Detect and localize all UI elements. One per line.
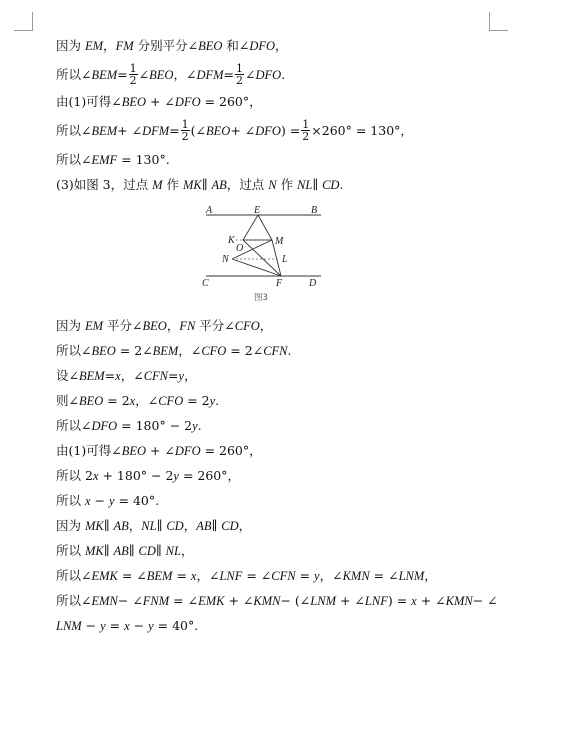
text: 分别平分∠ [133, 38, 199, 53]
math-var: CFN [271, 569, 296, 583]
math-var: M [152, 178, 163, 192]
text: = [104, 368, 116, 383]
solution-line [56, 343, 291, 359]
text: ∥ [103, 543, 114, 558]
text: = ∠ [242, 568, 272, 583]
math-var: NL [165, 544, 181, 558]
text: = 40°. [153, 618, 199, 633]
label-k: K [228, 235, 235, 246]
text: 所以 [56, 543, 85, 558]
solution-line [56, 368, 197, 384]
math-var: BEM [91, 124, 118, 138]
fraction [181, 119, 190, 142]
math-var: LNF [219, 569, 243, 583]
math-var: x [190, 569, 197, 583]
math-var: DFM [142, 124, 170, 138]
text: + ∠ [146, 94, 175, 109]
math-var: DFO [255, 68, 282, 82]
text: + ∠ [146, 443, 175, 458]
math-var: y [148, 619, 154, 633]
math-var: FM [115, 39, 134, 53]
math-var: x [115, 369, 121, 383]
math-var: FN [179, 319, 196, 333]
text: = [169, 123, 180, 138]
fraction-denominator: 2 [181, 130, 189, 143]
math-var: EMK [198, 594, 225, 608]
text: ， [424, 568, 437, 583]
text: = [105, 618, 125, 633]
text: ∥ [156, 518, 167, 533]
solution-line [56, 177, 343, 193]
text: ∥ [201, 177, 212, 192]
math-var: y [100, 619, 106, 633]
text: − ∠ [117, 593, 143, 608]
text: − ∠ [472, 593, 498, 608]
math-var: DFO [255, 124, 281, 138]
text: ×260° = 130°， [311, 123, 413, 138]
solution-line [56, 38, 288, 54]
text: 平分∠ [103, 318, 143, 333]
math-var: x [124, 619, 130, 633]
solution-line [56, 152, 170, 168]
math-var: x [129, 394, 136, 408]
text: = ∠ [369, 568, 399, 583]
text: + ∠ [336, 593, 365, 608]
math-var: CD [221, 519, 239, 533]
math-var: KMN [342, 569, 370, 583]
text: ) = [280, 123, 301, 138]
text: ∠ [138, 67, 150, 82]
label-l: L [282, 254, 288, 265]
math-var: LNM [398, 569, 425, 583]
solution-line [56, 318, 272, 334]
text: = [172, 568, 191, 583]
math-var: FNM [142, 594, 170, 608]
text: ， [128, 518, 142, 533]
fraction [235, 63, 244, 86]
math-var: NL [297, 178, 313, 192]
segment-em [258, 215, 272, 240]
text: = 260°， [200, 443, 262, 458]
solution-line [56, 120, 413, 143]
text: . [287, 343, 292, 358]
segment-eo [243, 215, 258, 240]
fraction [129, 63, 138, 86]
math-var: LNM [56, 619, 82, 633]
text: 和∠ [222, 38, 250, 53]
math-var: EMN [91, 594, 118, 608]
text: 平分∠ [195, 318, 235, 333]
text: + ∠ [416, 593, 446, 608]
math-var: N [268, 178, 277, 192]
label-o: O [236, 243, 244, 254]
math-var: CD [138, 544, 156, 558]
math-var: BEO [121, 444, 146, 458]
text: ，∠ [135, 393, 159, 408]
text: = 40°. [114, 493, 160, 508]
text: ， [259, 318, 273, 333]
math-var: KMN [253, 594, 281, 608]
text: . [339, 177, 344, 192]
text: ，过点 [226, 177, 269, 192]
math-var: MK [182, 178, 202, 192]
math-var: BEO [198, 39, 223, 53]
text: 由(1)可得∠ [56, 443, 122, 458]
math-var: DFO [174, 95, 201, 109]
math-var: y [209, 394, 216, 408]
solution-line [56, 393, 219, 409]
math-var: y [173, 469, 179, 483]
text: = [295, 568, 315, 583]
text: ) = [387, 593, 412, 608]
label-d: D [309, 278, 317, 289]
label-e: E [254, 205, 261, 216]
figure-caption: 图3 [254, 293, 268, 302]
figure-3-geometry-diagram [196, 202, 326, 302]
text: = ∠ [117, 568, 147, 583]
fraction [301, 119, 310, 142]
text: = 260°， [200, 94, 262, 109]
text: . [215, 393, 220, 408]
math-var: DFM [196, 68, 224, 82]
solution-line [56, 568, 437, 584]
solution-line [56, 493, 159, 509]
label-c: C [202, 278, 209, 289]
fraction-numerator: 1 [236, 62, 243, 75]
text: 所以∠ [56, 418, 92, 433]
page-corner-mark-top-left [14, 12, 33, 31]
math-var: EM [84, 319, 104, 333]
text: ∥ [103, 518, 114, 533]
text: = ∠ [169, 593, 199, 608]
text: ， [275, 38, 288, 53]
text: = [168, 368, 179, 383]
math-var: MK [84, 519, 104, 533]
text: 作 [162, 177, 183, 192]
text: + 180° − 2 [98, 468, 174, 483]
text: ，∠ [120, 368, 144, 383]
label-m: M [275, 236, 284, 247]
text: 所以∠ [56, 67, 92, 82]
math-var: x [411, 594, 417, 608]
text: ∠ [245, 67, 256, 82]
math-var: DFO [174, 444, 201, 458]
math-var: y [314, 569, 320, 583]
math-var: x [84, 494, 91, 508]
math-var: EMK [91, 569, 118, 583]
text: 所以∠ [56, 343, 92, 358]
text: 由(1)可得∠ [56, 94, 122, 109]
text: − (∠ [280, 593, 311, 608]
math-var: BEO [121, 95, 146, 109]
text: ∥ [128, 543, 139, 558]
text: 因为 [56, 38, 85, 53]
text: (3)如图 3，过点 [56, 177, 153, 192]
math-var: BEM [78, 369, 105, 383]
math-var: AB [113, 519, 129, 533]
page-corner-mark-top-right [489, 12, 508, 31]
math-var: BEM [146, 569, 173, 583]
text: ∥ [312, 177, 323, 192]
math-var: EM [84, 39, 104, 53]
math-var: BEO [206, 124, 231, 138]
text: ， [166, 318, 180, 333]
solution-line [56, 593, 498, 609]
fraction-denominator: 2 [236, 74, 243, 87]
label-a: A [206, 205, 213, 216]
fraction-numerator: 1 [302, 118, 310, 131]
text: = 260°， [178, 468, 240, 483]
math-var: BEM [152, 344, 179, 358]
fraction-denominator: 2 [302, 130, 310, 143]
text: . [281, 67, 286, 82]
text: ， [238, 518, 252, 533]
text: + ∠ [117, 123, 143, 138]
math-var: AB [113, 544, 129, 558]
text: = 180° − 2 [117, 418, 193, 433]
solution-line [56, 543, 193, 559]
math-var: CFO [234, 319, 260, 333]
text: = 2∠ [115, 343, 153, 358]
label-b: B [311, 205, 318, 216]
fraction-numerator: 1 [181, 118, 189, 131]
text: 所以∠ [56, 152, 92, 167]
text: − [90, 493, 109, 508]
math-var: CD [166, 519, 184, 533]
text: 因为 [56, 518, 85, 533]
math-var: CD [322, 178, 340, 192]
text: − [129, 618, 149, 633]
solution-line [56, 443, 262, 459]
text: + ∠ [224, 593, 254, 608]
text: − [81, 618, 101, 633]
math-var: EMF [91, 153, 118, 167]
text: 所以∠ [56, 123, 92, 138]
text: (∠ [190, 123, 207, 138]
math-var: BEM [91, 68, 118, 82]
math-var: MK [84, 544, 104, 558]
math-var: DFO [91, 419, 118, 433]
solution-line [56, 468, 240, 484]
text: ，∠ [319, 568, 343, 583]
text: = 130°. [117, 152, 170, 167]
math-var: y [178, 369, 185, 383]
text: ∥ [211, 518, 222, 533]
solution-line [56, 64, 285, 87]
text: ， [184, 368, 197, 383]
math-var: BEO [142, 319, 167, 333]
solution-line [56, 518, 251, 534]
math-var: LNM [310, 594, 336, 608]
math-var: CFO [201, 344, 227, 358]
math-var: x [92, 469, 99, 483]
text: 作 [276, 177, 298, 192]
text: = [223, 67, 234, 82]
text: ， [180, 543, 194, 558]
math-var: AB [196, 519, 212, 533]
solution-line [56, 618, 198, 634]
math-var: AB [211, 178, 227, 192]
fraction-denominator: 2 [129, 74, 137, 87]
text: ， [183, 518, 197, 533]
label-f: F [276, 278, 283, 289]
math-var: CFN [143, 369, 169, 383]
text: + ∠ [230, 123, 256, 138]
math-var: CFO [158, 394, 184, 408]
text: 所以∠ [56, 568, 92, 583]
math-var: BEO [78, 394, 104, 408]
text: = 2 [183, 393, 210, 408]
text: ∥ [155, 543, 166, 558]
math-var: CFN [263, 344, 288, 358]
math-var: BEO [91, 344, 116, 358]
text: . [197, 418, 202, 433]
text: = 2 [103, 393, 130, 408]
text: 所以 [56, 493, 85, 508]
text: ，∠ [173, 67, 197, 82]
math-var: BEO [149, 68, 174, 82]
text: 则∠ [56, 393, 79, 408]
text: = [117, 67, 128, 82]
math-var: KMN [445, 594, 473, 608]
text: 所以∠ [56, 593, 92, 608]
text: 所以 2 [56, 468, 93, 483]
math-var: y [108, 494, 115, 508]
solution-line [56, 94, 262, 110]
math-var: DFO [249, 39, 276, 53]
text: ，∠ [178, 343, 202, 358]
label-n: N [222, 254, 229, 265]
solution-line [56, 418, 202, 434]
text: 设∠ [56, 368, 79, 383]
segment-nf [232, 259, 281, 276]
text: 因为 [56, 318, 85, 333]
text: ，∠ [196, 568, 220, 583]
math-var: LNF [364, 594, 388, 608]
text: ， [103, 38, 116, 53]
text: = 2∠ [226, 343, 264, 358]
fraction-numerator: 1 [129, 62, 137, 75]
math-var: y [192, 419, 198, 433]
math-var: NL [141, 519, 157, 533]
